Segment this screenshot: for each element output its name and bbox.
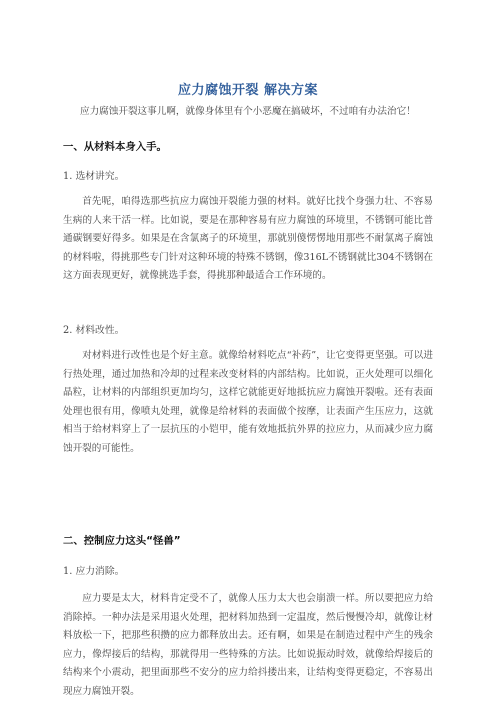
section-2-1-body: 应力要是太大，材料肯定受不了，就像人压力太大也会崩溃一样。所以要把应力给消除掉。一种办法是采用退火处理，把材料加热到一定温度，然后慢慢冷却，就像让材料放松一下，把那些积攒的应力都释放出去。还有啊，如果是在制造过程中产生的残余应力，像焊接后的结构，那就得用一些特殊的方法。比如说振动时效，就像给焊接后的结构来个小震动，把里面那些不安分的应力给抖搂出来，让结构变得更稳定，不容易出现应力腐蚀开裂。 [63, 593, 433, 697]
section-1-2-heading: 2. 材料改性。 [63, 325, 125, 336]
section-1-1-body: 首先呢，咱得选那些抗应力腐蚀开裂能力强的材料。就好比找个身强力壮、不容易生病的人来干活一样。比如说，要是在那种容易有应力腐蚀的环境里，不锈钢可能比普通碳钢要好得多。如果是在含氯离子的环境里，那就别傻愣愣地用那些不耐氯离子腐蚀的材料啦，得挑那些专门针对这种环境的特殊不锈钢，像316L不锈钢就比304不锈钢在这方面表现更好，就像挑选手套，得挑那种最适合工作环境的。 [63, 196, 433, 282]
section-2-1-heading: 1. 应力消除。 [63, 566, 125, 577]
section-1-2-body: 对材料进行改性也是个好主意。就像给材料吃点“补药”，让它变得更坚强。可以进行热处理，通过加热和冷却的过程来改变材料的内部结构。比如说，正火处理可以细化晶粒，让材料的内部组织更加均匀，这样它就能更好地抵抗应力腐蚀开裂啦。还有表面处理也很有用，像喷丸处理，就像是给材料的表面做个按摩，让表面产生压应力，这就相当于给材料穿上了一层抗压的小铠甲，能有效地抵抗外界的拉应力，从而减少应力腐蚀开裂的可能性。 [63, 350, 433, 454]
document-title: 应力腐蚀开裂 解决方案 [177, 83, 319, 98]
intro-text: 应力腐蚀开裂这事儿啊，就像身体里有个小恶魔在搞破坏，不过咱有办法治它！ [80, 106, 416, 117]
section-1-heading: 一、从材料本身入手。 [63, 141, 167, 153]
section-1-1-heading: 1. 选材讲究。 [63, 171, 125, 182]
section-2-heading: 二、控制应力这头“怪兽” [63, 535, 181, 547]
